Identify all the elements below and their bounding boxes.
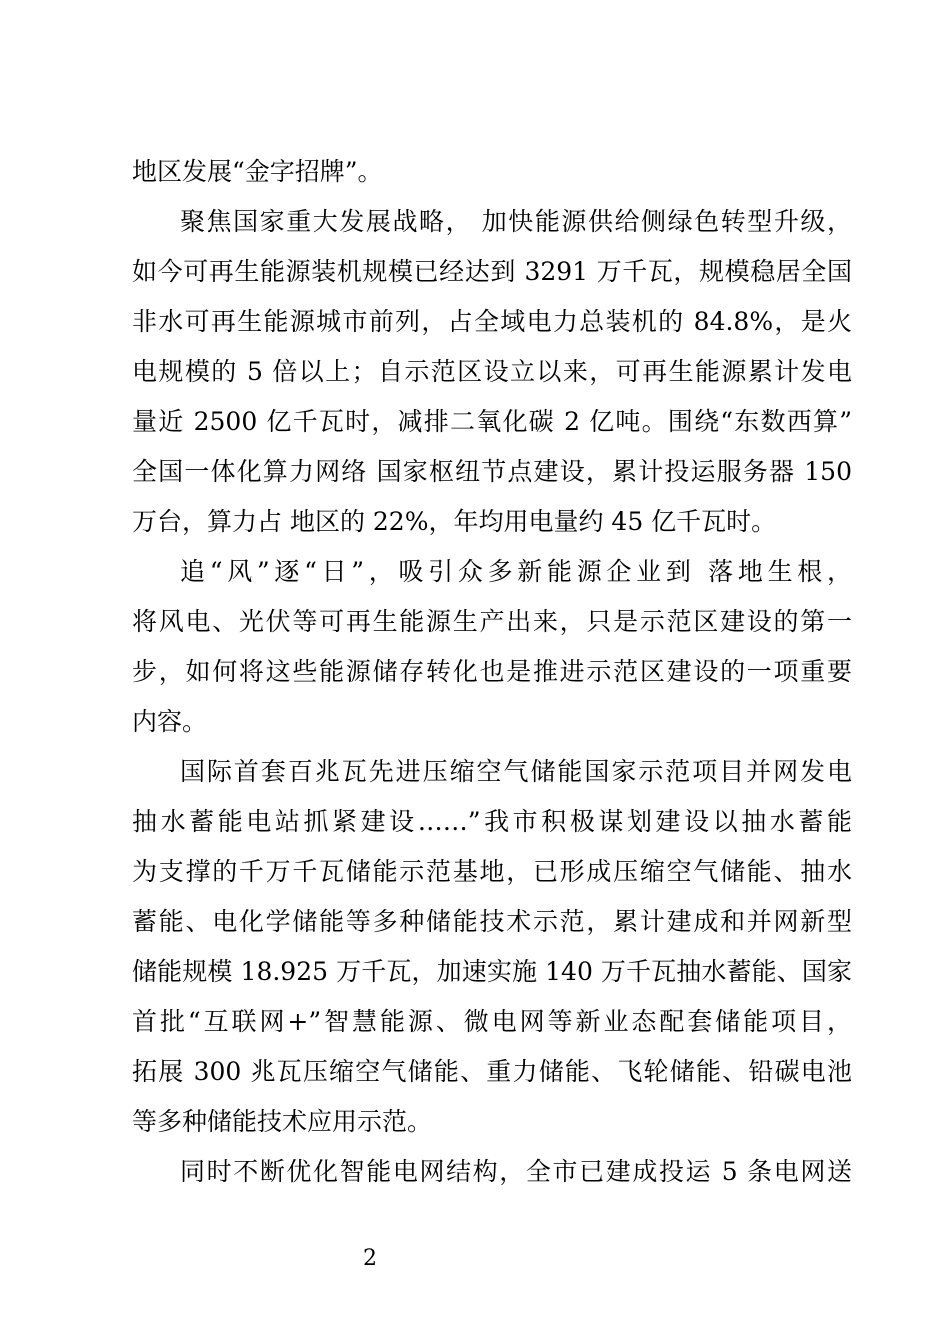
text-line: 等多种储能技术应用示范。 [132, 1107, 433, 1136]
text-line: 蓄能、电化学储能等多种储能技术示范，累计建成和并网新型 [132, 907, 852, 936]
text-line: 聚焦国家重大发展战略， 加快能源供给侧绿色转型升级， [180, 207, 852, 236]
text-line: 如今可再生能源装机规模已经达到 3291 万千瓦，规模稳居全国 [132, 257, 852, 286]
text-line: 全国一体化算力网络 国家枢纽节点建设，累计投运服务器 150 [132, 457, 852, 486]
text-line: 地区发展“金字招牌”。 [132, 157, 383, 186]
text-line: 为支撑的千万千瓦储能示范基地，已形成压缩空气储能、抽水 [132, 857, 852, 886]
text-line: 将风电、光伏等可再生能源生产出来，只是示范区建设的第一 [132, 607, 852, 636]
text-line: 电规模的 5 倍以上；自示范区设立以来，可再生能源累计发电 [132, 357, 852, 386]
text-line: 步，如何将这些能源储存转化也是推进示范区建设的一项重要 [132, 657, 852, 686]
text-line: 万台，算力占 地区的 22%，年均用电量约 45 亿千瓦时。 [132, 507, 777, 536]
text-line: 拓展 300 兆瓦压缩空气储能、重力储能、飞轮储能、铅碳电池 [132, 1057, 852, 1086]
text-line: 首批“互联网+”智慧能源、微电网等新业态配套储能项目， [132, 1007, 852, 1036]
page-number: 2 [363, 1246, 377, 1271]
text-line: 国际首套百兆瓦先进压缩空气储能国家示范项目并网发电 [180, 757, 852, 786]
text-line: 内容。 [132, 707, 208, 736]
text-line: 非水可再生能源城市前列，占全域电力总装机的 84.8%，是火 [132, 307, 852, 336]
text-line: 抽水蓄能电站抓紧建设……”我市积极谋划建设以抽水蓄能 [132, 807, 852, 836]
text-line: 量近 2500 亿千瓦时，减排二氧化碳 2 亿吨。围绕“东数西算” [132, 407, 852, 436]
text-line: 储能规模 18.925 万千瓦，加速实施 140 万千瓦抽水蓄能、国家 [132, 957, 852, 986]
text-line: 同时不断优化智能电网结构，全市已建成投运 5 条电网送 [180, 1157, 852, 1186]
text-line: 追“风”逐“日”，吸引众多新能源企业到 落地生根， [180, 557, 852, 586]
